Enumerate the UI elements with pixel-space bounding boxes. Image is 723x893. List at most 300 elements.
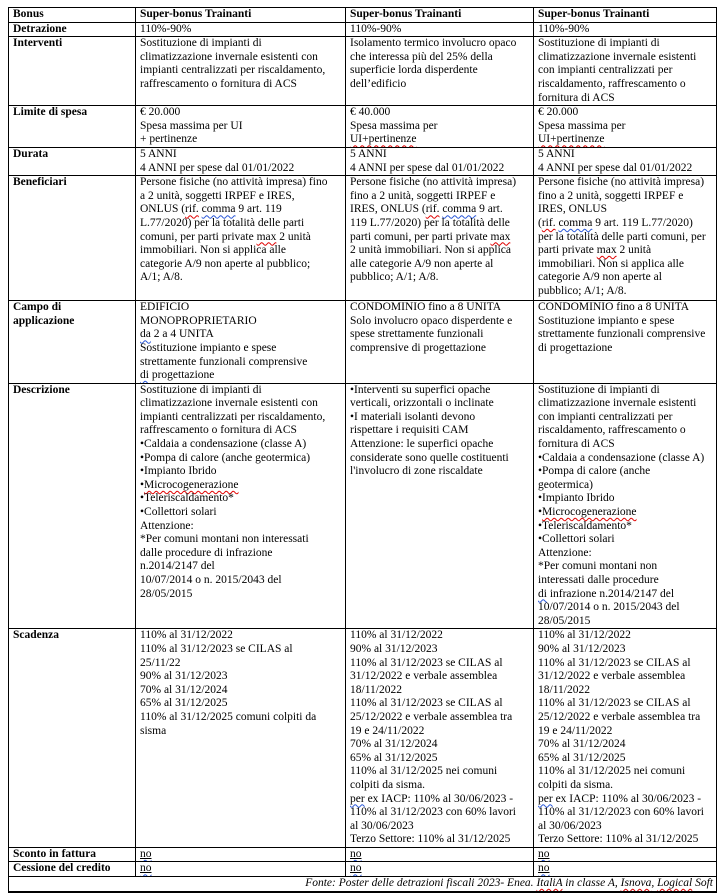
cell-descrizione-col1	[136, 383, 346, 629]
text-line	[538, 133, 713, 147]
text-run: 110% al 31/12/2023 se CILAS al	[350, 697, 503, 710]
text-run: climatizzazione invernale esistenti con	[140, 397, 318, 410]
cell-descrizione-col2	[346, 383, 534, 629]
text-run: 9 art. 119 L.77/2020)	[592, 216, 693, 229]
text-line	[350, 670, 530, 684]
text-run: comuni, per parti private	[140, 230, 257, 243]
text-line	[140, 560, 342, 574]
text-line	[140, 862, 342, 876]
text-line	[350, 190, 530, 204]
text-line	[140, 725, 342, 739]
text-run: 110%-90%	[350, 22, 402, 35]
superbonus-comparison-table	[8, 7, 717, 893]
cell-detrazione-col2	[346, 22, 534, 37]
table-row-beneficiari	[9, 176, 717, 301]
text-line	[140, 506, 342, 520]
cell-sconto-in-fattura-col2	[346, 847, 534, 862]
text-run: Limite di spesa	[13, 106, 88, 119]
text-run: l'involucro di zone riscaldate	[350, 465, 483, 478]
text-run: Bonus	[13, 8, 44, 20]
text-run: 18/11/2022	[538, 683, 590, 696]
text-run: Cessione del credito	[13, 862, 111, 875]
grammar-underlined-text	[140, 848, 152, 860]
grammar-underlined-text	[350, 862, 362, 874]
text-line	[538, 176, 713, 190]
text-run: IRES, ONLUS (	[350, 203, 426, 216]
text-run: 110% al 31/12/2023 con 60% lavori	[538, 806, 704, 819]
text-line	[350, 752, 530, 766]
text-run: Sconto in fattura	[13, 847, 97, 860]
text-line	[538, 793, 713, 807]
text-line	[538, 506, 713, 520]
grammar-underlined-text: per	[350, 792, 365, 805]
text-run: 25/11/22	[140, 656, 181, 669]
text-run: 19 e 24/11/2022	[350, 724, 425, 737]
text-run: 70% al 31/12/2024	[140, 683, 228, 696]
spellcheck-underlined-text: Microcogenerazione	[144, 478, 239, 491]
row-label-campo-di-applicazione	[9, 301, 136, 384]
grammar-underlined-text: comma	[558, 216, 593, 229]
text-line	[538, 738, 713, 752]
text-run: 10/07/2014 o n. 2015/2043 del	[140, 574, 282, 586]
table-row-bonus	[9, 8, 717, 23]
text-line	[140, 271, 342, 285]
text-run: Fonte: Poster delle detrazioni fiscali 2023- Enea.	[305, 877, 537, 890]
text-run: Sostituzione impianto e spese	[538, 314, 675, 327]
text-run: 65% al 31/12/2025	[350, 751, 438, 764]
text-run: Terzo Settore: 110% al 31/12/2025	[538, 833, 699, 846]
grammar-underlined-text: comma	[201, 203, 236, 216]
text-run: superficie lorda disperdente	[350, 64, 478, 77]
text-run: ex IACP: 110% al 30/06/2023 -	[364, 792, 514, 805]
underlined-text: no	[350, 862, 362, 875]
text-run: 90% al 31/12/2023	[538, 642, 626, 655]
text-line	[538, 162, 713, 176]
text-run: 110% al 31/12/2022	[538, 629, 631, 642]
text-line	[350, 657, 530, 671]
text-run: 110% al 31/12/2022	[140, 629, 233, 642]
text-run: raffrescamento o fornitura di ACS	[140, 424, 297, 437]
text-run: Campo di	[13, 301, 62, 314]
text-line	[140, 78, 342, 92]
text-line	[538, 752, 713, 766]
text-line	[538, 8, 713, 22]
text-line	[140, 397, 342, 411]
underlined-text: no	[538, 847, 550, 860]
text-run: •Impianto Ibrido	[140, 465, 217, 478]
grammar-underlined-text: di	[140, 369, 149, 382]
text-run: Attenzione:	[538, 546, 592, 559]
text-run: Terzo Settore: 110% al 31/12/2025	[350, 833, 511, 846]
text-run: impianti centralizzati per riscaldamento,	[140, 64, 326, 77]
text-run: parti private	[538, 244, 597, 257]
text-run: 70% al 31/12/2024	[538, 738, 626, 751]
cell-campo-di-applicazione-col1	[136, 301, 346, 384]
text-run: Sostituzione di impianti di	[538, 383, 660, 396]
text-line	[140, 384, 342, 398]
text-line	[350, 8, 530, 22]
text-line	[538, 820, 713, 834]
text-run: considerate sono quelle costituenti	[350, 451, 509, 464]
text-run: Interventi	[13, 37, 63, 50]
text-line	[350, 738, 530, 752]
text-line	[350, 384, 530, 398]
text-line	[538, 217, 713, 231]
text-line	[350, 424, 530, 438]
text-run: n.2014/2147 del	[140, 560, 215, 573]
text-run: che interessa più del 25% della	[350, 50, 493, 63]
text-run: Persone fisiche (no attività impresa)	[350, 176, 517, 189]
text-line	[140, 315, 342, 329]
text-run: L.77/2020) per la totalità delle parti	[140, 216, 305, 229]
text-line	[350, 23, 530, 37]
text-line	[140, 64, 342, 78]
text-line	[350, 438, 530, 452]
cell-scadenza-col2	[346, 629, 534, 848]
text-line	[350, 51, 530, 65]
text-line	[538, 629, 713, 643]
text-line	[538, 615, 713, 629]
text-run: verticali, orizzontali o inclinate	[350, 397, 494, 410]
text-run: EDIFICIO	[140, 301, 190, 314]
text-run: + pertinenze	[140, 133, 198, 146]
text-run: MONOPROPRIETARIO	[140, 314, 257, 327]
text-run: 25/12/2022 e verbale assemblea tra	[538, 710, 701, 723]
text-run: Spesa massima per UI	[140, 119, 243, 132]
text-line	[538, 479, 713, 493]
text-run: immobiliari. Non si applica alle	[538, 257, 684, 270]
text-run: Sostituzione impianto e spese	[140, 341, 277, 354]
text-run: 110% al 31/12/2023 con 60% lavori	[350, 806, 516, 819]
text-run: riscaldamento, raffrescamento o	[538, 77, 686, 90]
text-line	[538, 328, 713, 342]
text-run: *Per comuni montani non	[538, 560, 658, 573]
text-line	[538, 397, 713, 411]
text-line	[538, 862, 713, 876]
text-line	[350, 162, 530, 176]
text-run: 110% al 31/12/2023 se CILAS al	[538, 656, 691, 669]
text-line	[350, 629, 530, 643]
cell-interventi-col2	[346, 37, 534, 106]
text-run: per la totalità delle parti comuni, per	[538, 230, 706, 243]
text-run: 110% al 31/12/2025 comuni colpiti da	[140, 710, 317, 723]
text-line	[140, 465, 342, 479]
table-row-interventi	[9, 37, 717, 106]
text-run: 19 e 24/11/2022	[538, 724, 613, 737]
text-run: climatizzazione invernale esistenti con	[140, 50, 318, 63]
text-run: 9 art. 119	[235, 203, 282, 216]
text-run: alle categorie A/9 non aperte al	[350, 257, 494, 270]
text-line	[538, 492, 713, 506]
text-line	[140, 203, 342, 217]
text-line	[350, 328, 530, 342]
source-note	[9, 877, 717, 892]
text-line	[538, 106, 713, 120]
text-line	[140, 231, 342, 245]
cell-limite-di-spesa-col3	[534, 106, 717, 148]
text-line	[140, 356, 342, 370]
text-run: •Collettori solari	[140, 506, 217, 519]
text-line	[538, 120, 713, 134]
text-line	[13, 877, 713, 891]
text-run: 18/11/2022	[350, 683, 402, 696]
cell-limite-di-spesa-col1	[136, 106, 346, 148]
text-line	[538, 23, 713, 37]
cell-bonus-col1	[136, 8, 346, 23]
text-run: 110% al 31/12/2025 nei comuni	[538, 765, 686, 778]
text-run: infrazione n.2014/2147 del	[546, 587, 675, 600]
text-line	[538, 560, 713, 574]
text-run: 110% al 31/12/2023 se CILAS al	[538, 697, 691, 710]
text-line	[350, 78, 530, 92]
text-run: fino a 2 unità, soggetti IRPEF e	[350, 189, 496, 202]
table-row-sconto-in-fattura	[9, 847, 717, 862]
cell-durata-col2	[346, 147, 534, 175]
spellcheck-underlined-text: rif.	[185, 203, 199, 216]
text-run: 110%-90%	[140, 22, 192, 35]
text-run: colpiti da sisma.	[538, 778, 614, 791]
text-run: Durata	[13, 147, 49, 160]
text-line	[140, 588, 342, 602]
text-run: 28/05/2015	[140, 587, 193, 600]
text-run: •Teleriscaldamento*	[140, 492, 234, 505]
spellcheck-underlined-text: max	[596, 244, 617, 257]
spellcheck-underlined-text: UI+pertinenze	[538, 133, 605, 146]
text-line	[140, 848, 342, 862]
text-line	[350, 148, 530, 162]
text-line	[140, 258, 342, 272]
text-run: in classe A,	[562, 877, 621, 890]
table-row-scadenza	[9, 629, 717, 848]
text-line	[140, 520, 342, 534]
text-line	[140, 492, 342, 506]
text-line	[350, 806, 530, 820]
text-line	[538, 231, 713, 245]
text-line	[140, 657, 342, 671]
text-line	[538, 244, 713, 258]
underlined-text: no	[350, 847, 362, 860]
row-label-limite-di-spesa	[9, 106, 136, 148]
text-run: raffrescamento o fornitura di ACS	[140, 77, 297, 90]
text-run: strettamente funzionali comprensive	[140, 355, 308, 368]
text-run: 65% al 31/12/2025	[140, 697, 228, 710]
text-run: spese strettamente funzionali	[350, 328, 484, 341]
text-line	[350, 315, 530, 329]
text-line	[140, 23, 342, 37]
row-label-detrazione	[9, 22, 136, 37]
text-line	[538, 574, 713, 588]
row-label-scadenza	[9, 629, 136, 848]
text-run: 4 ANNI per spese dal 01/01/2022	[140, 161, 295, 174]
text-run: climatizzazione invernale esistenti	[538, 397, 697, 410]
text-line	[538, 848, 713, 862]
text-line	[350, 37, 530, 51]
text-run: •Pompa di calore (anche	[538, 465, 651, 478]
text-line	[350, 697, 530, 711]
text-line	[350, 271, 530, 285]
text-line	[140, 547, 342, 561]
text-line	[13, 8, 132, 22]
cell-durata-col3	[534, 147, 717, 175]
text-line	[140, 411, 342, 425]
grammar-underlined-text: per	[538, 792, 553, 805]
text-line	[140, 148, 342, 162]
text-run: Super-bonus Trainanti	[140, 8, 252, 20]
text-run: Spesa massima per	[538, 119, 626, 132]
grammar-underlined-text: comma	[442, 203, 477, 216]
text-line	[538, 779, 713, 793]
cell-limite-di-spesa-col2	[346, 106, 534, 148]
text-run: impianti centralizzati per riscaldamento,	[140, 410, 326, 423]
text-run: al 30/06/2023	[350, 819, 414, 832]
text-run: *Per comuni montani non interessati	[140, 533, 309, 546]
spellcheck-underlined-text: ItaliA	[536, 877, 563, 890]
text-line	[140, 120, 342, 134]
row-label-beneficiari	[9, 176, 136, 301]
text-run: 9 art.	[476, 203, 503, 216]
cell-detrazione-col1	[136, 22, 346, 37]
text-run: •Caldaia a condensazione (classe A)	[538, 451, 705, 464]
text-line	[350, 244, 530, 258]
text-line	[140, 190, 342, 204]
text-run: 65% al 31/12/2025	[538, 751, 626, 764]
text-line	[13, 301, 132, 315]
text-run: •	[140, 478, 145, 491]
text-run: A/1; A/8.	[140, 271, 183, 284]
cell-sconto-in-fattura-col3	[534, 847, 717, 862]
text-line	[140, 438, 342, 452]
text-line	[13, 148, 132, 162]
text-run: dalle procedure di infrazione	[140, 546, 273, 559]
cell-descrizione-col3	[534, 383, 717, 629]
cell-interventi-col1	[136, 37, 346, 106]
spellcheck-underlined-text: UI+pertinenze	[350, 133, 417, 146]
text-run: 110% al 31/12/2022	[350, 629, 443, 642]
text-line	[13, 384, 132, 398]
text-line	[140, 342, 342, 356]
grammar-underlined-text: da	[140, 328, 151, 341]
text-line	[140, 162, 342, 176]
text-run: climatizzazione invernale esistenti	[538, 50, 697, 63]
grammar-underlined-text	[350, 848, 362, 860]
text-line	[538, 342, 713, 356]
text-line	[538, 411, 713, 425]
text-line	[538, 657, 713, 671]
text-run: •I materiali isolanti devono	[350, 410, 476, 423]
text-run: progettazione	[148, 369, 215, 382]
text-line	[350, 231, 530, 245]
text-line	[538, 643, 713, 657]
underlined-text: no	[140, 862, 152, 875]
spellcheck-underlined-text: Microcogenerazione	[542, 506, 637, 519]
text-run: applicazione	[13, 314, 75, 327]
text-line	[140, 697, 342, 711]
text-run: fornitura di ACS	[538, 91, 615, 104]
text-run: 110%-90%	[538, 22, 590, 35]
text-line	[538, 547, 713, 561]
text-line	[13, 629, 132, 643]
text-line	[538, 833, 713, 847]
text-line	[350, 342, 530, 356]
text-run: Sostituzione di impianti di	[140, 37, 262, 50]
text-run: al 30/06/2023	[538, 819, 602, 832]
text-line	[538, 601, 713, 615]
text-line	[538, 670, 713, 684]
text-line	[140, 629, 342, 643]
text-line	[140, 133, 342, 147]
text-run: Attenzione: le superfici opache	[350, 438, 494, 451]
text-line	[538, 684, 713, 698]
text-run: Sostituzione di impianti di	[538, 37, 660, 50]
text-line	[538, 520, 713, 534]
cell-beneficiari-col1	[136, 176, 346, 301]
text-line	[538, 148, 713, 162]
text-run: pubblico; A/1; A/8.	[538, 284, 627, 297]
text-run: Persone fisiche (no attività impresa) fino	[140, 176, 328, 189]
row-label-descrizione	[9, 383, 136, 629]
text-line	[350, 820, 530, 834]
text-run: 25/12/2022 e verbale assemblea tra	[350, 710, 513, 723]
spellcheck-underlined-text: rif.	[425, 203, 440, 216]
text-run: a 2 unità, soggetti IRPEF e IRES,	[140, 189, 295, 202]
text-line	[140, 217, 342, 231]
text-run: 5 ANNI	[350, 147, 387, 160]
text-line	[538, 203, 713, 217]
text-line	[140, 670, 342, 684]
text-line	[350, 711, 530, 725]
text-run: immobiliari. Non si applica alle	[140, 244, 286, 257]
text-line	[538, 438, 713, 452]
text-run: geotermica)	[538, 478, 593, 491]
text-run: 110% al 31/12/2025 nei comuni	[350, 765, 498, 778]
text-line	[13, 315, 132, 329]
text-run: categorie A/9 non aperte al	[538, 271, 662, 284]
grammar-underlined-text	[538, 862, 550, 874]
text-line	[350, 411, 530, 425]
cell-scadenza-col1	[136, 629, 346, 848]
text-line	[13, 848, 132, 862]
text-run: comprensive di progettazione	[350, 341, 487, 354]
cell-interventi-col3	[534, 37, 717, 106]
text-run: Detrazione	[13, 22, 67, 35]
text-line	[13, 862, 132, 876]
text-line	[140, 176, 342, 190]
table-row-cessione-del-credito	[9, 862, 717, 877]
text-line	[350, 862, 530, 876]
text-run: 70% al 31/12/2024	[350, 738, 438, 751]
spellcheck-underlined-text: max	[256, 230, 277, 243]
text-run: 119 L.77/2020) per la totalità delle	[350, 216, 510, 229]
text-run: rispettare i requisiti CAM	[350, 424, 469, 437]
row-label-durata	[9, 147, 136, 175]
text-line	[538, 588, 713, 602]
text-run: parti comuni, per parti private	[350, 230, 491, 243]
spellcheck-underlined-text: max	[490, 230, 511, 243]
text-run: Spesa massima per	[350, 119, 438, 132]
text-line	[538, 711, 713, 725]
text-run: colpiti da sisma.	[350, 778, 426, 791]
row-label-sconto-in-fattura	[9, 847, 136, 862]
cell-cessione-del-credito-col3	[534, 862, 717, 877]
text-run: Isolamento termico involucro opaco	[350, 37, 517, 50]
text-run: CONDOMINIO fino a 8 UNITA	[538, 301, 690, 314]
text-line	[350, 133, 530, 147]
cell-cessione-del-credito-col2	[346, 862, 534, 877]
text-line	[140, 106, 342, 120]
text-line	[140, 533, 342, 547]
text-line	[538, 452, 713, 466]
cell-durata-col1	[136, 147, 346, 175]
